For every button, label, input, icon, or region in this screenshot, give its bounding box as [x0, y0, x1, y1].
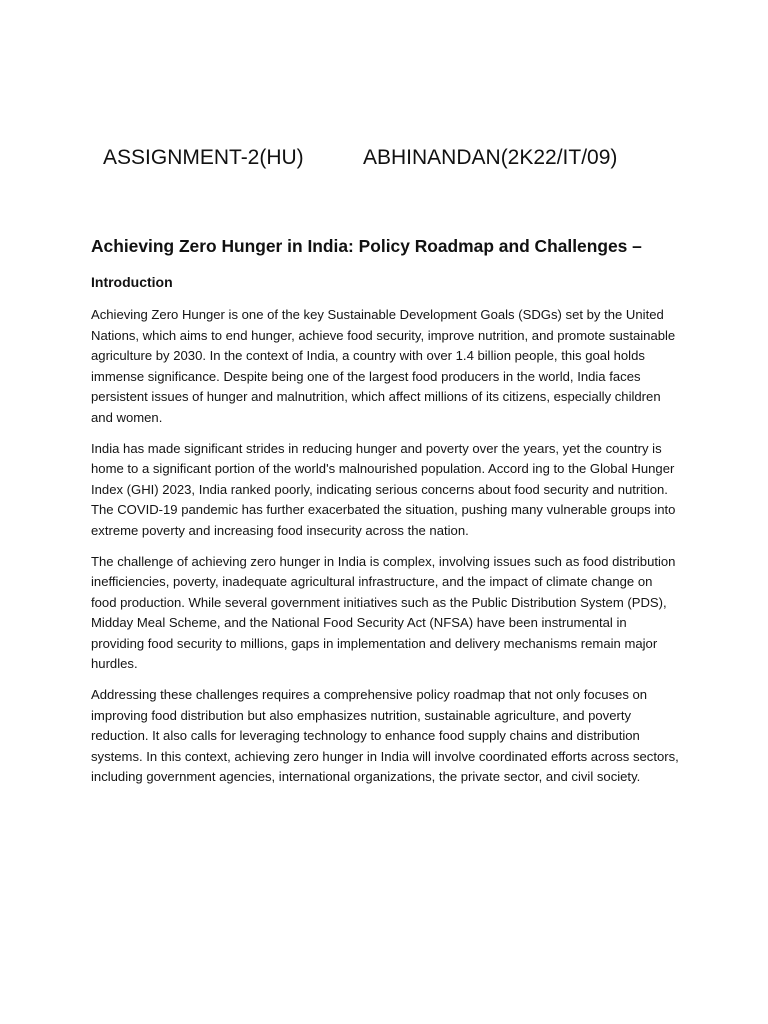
introduction-body: [91, 305, 679, 798]
assignment-header: [103, 141, 703, 175]
author-label: ABHINANDAN(2K22/IT/09): [363, 146, 618, 169]
document-title: Achieving Zero Hunger in India: Policy Roadmap and Challenges –: [91, 236, 642, 256]
section-heading-introduction: Introduction: [91, 274, 173, 290]
paragraph: India has made significant strides in reducing hunger and poverty over the years, yet the country is home to a significant portion of the world's malnourished population. Accord ing to the Global Hunger Index (GHI) 2023, India ranked poorly, indicating serious concerns about food security and nutrition. The COVID-19 pandemic has further exacerbated the situation, pushing many vulnerable groups into extreme poverty and increasing food insecurity across the nation.: [91, 440, 676, 538]
paragraph: Addressing these challenges requires a comprehensive policy roadmap that not only focuses on improving food distribution but also emphasizes nutrition, sustainable agriculture, and poverty reduction. It also calls for leveraging technology to enhance food supply chains and distribution systems. In this context, achieving zero hunger in India will involve coordinated efforts across sectors, including government agencies, international organizations, the private sector, and civil society.: [91, 687, 679, 784]
assignment-label: ASSIGNMENT-2(HU): [103, 146, 304, 169]
paragraph: Achieving Zero Hunger is one of the key Sustainable Development Goals (SDGs) set by the United Nations, which aims to end hunger, achieve food security, improve nutrition, and promote sustainable agriculture by 2030. In the context of India, a country with over 1.4 billion people, this goal holds immense significance. Despite being one of the largest food producers in the world, India faces persistent issues of hunger and malnutrition, which affect millions of its citizens, especially children and women.: [91, 307, 676, 425]
paragraph: The challenge of achieving zero hunger in India is complex, involving issues such as food distribution inefficiencies, poverty, inadequate agricultural infrastructure, and the impact of climate change on food production. While several government initiatives such as the Public Distribution System (PDS), Midday Meal Scheme, and the National Food Security Act (NFSA) have been instrumental in providing food security to millions, gaps in implementation and delivery mechanisms remain major hurdles.: [91, 553, 676, 671]
